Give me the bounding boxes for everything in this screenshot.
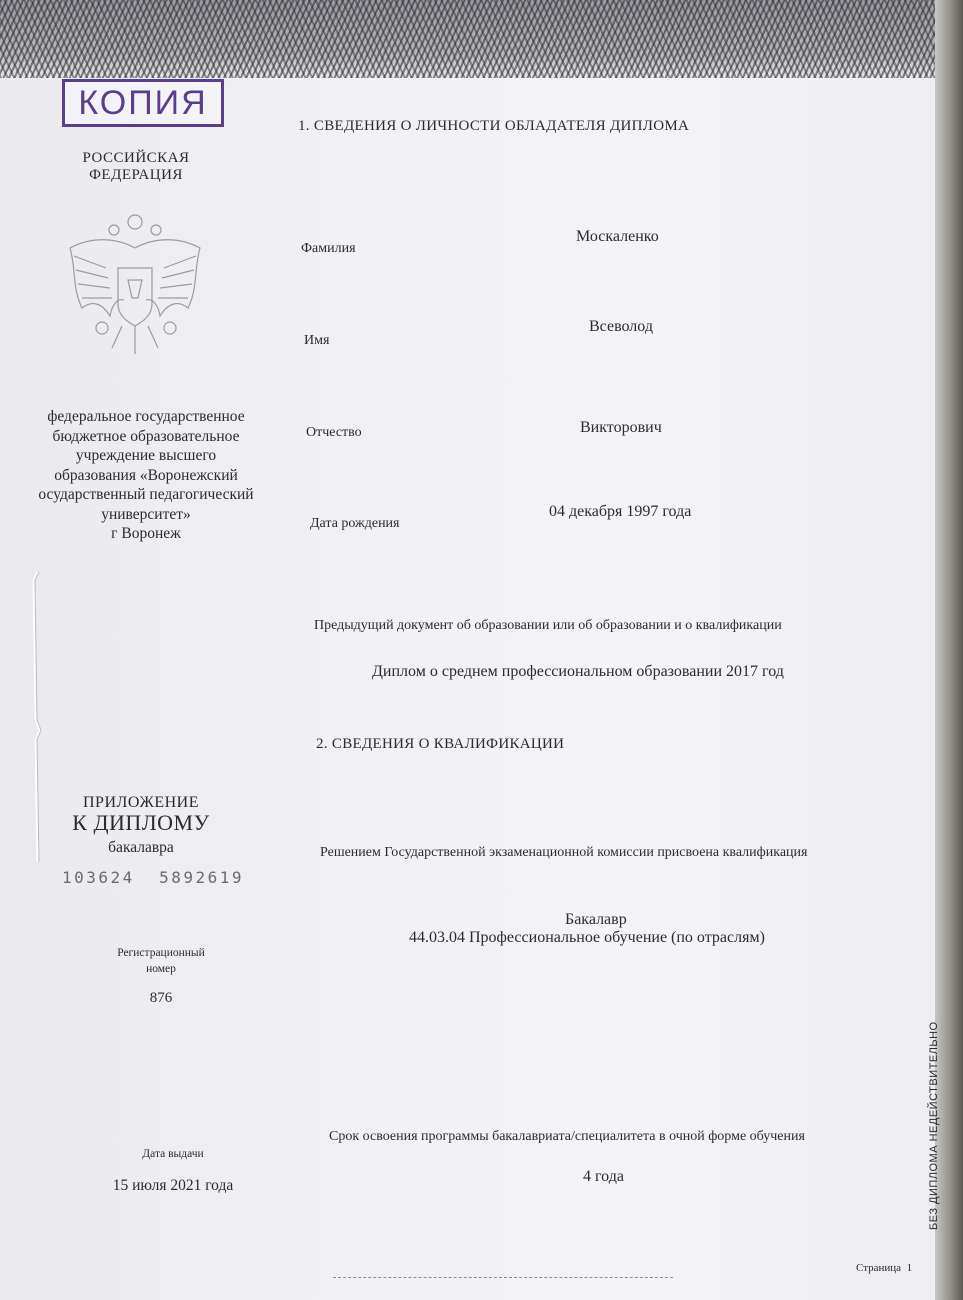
registration-number: 876	[149, 990, 173, 1006]
surname-label: Фамилия	[301, 241, 356, 256]
qualification-value: Бакалавр	[565, 911, 627, 928]
degree-level: бакалавра	[108, 839, 174, 856]
previous-document-label: Предыдущий документ об образовании или об образовании и о квалификации	[314, 618, 782, 633]
reg-label-line-1: Регистрационный	[117, 947, 205, 959]
patronymic-label: Отчество	[306, 425, 362, 440]
study-term-label: Срок освоения программы бакалавриата/специалитета в очной форме обучения	[329, 1129, 805, 1144]
coat-of-arms-emblem	[62, 208, 208, 358]
birth-date-label: Дата рождения	[310, 516, 400, 531]
org-line: университет»	[101, 505, 191, 523]
page-number: 1	[906, 1262, 913, 1274]
name-label: Имя	[304, 333, 330, 348]
qualification-decision-label: Решением Государственной экзаменационной комиссии присвоена квалификация	[320, 845, 808, 860]
issuer-organization	[10, 407, 282, 544]
section-1-heading: 1. СВЕДЕНИЯ О ЛИЧНОСТИ ОБЛАДАТЕЛЯ ДИПЛОМА	[298, 118, 690, 134]
org-line: г Воронеж	[111, 525, 181, 542]
appendix-title-2	[10, 810, 272, 836]
footer-divider	[333, 1277, 673, 1278]
guilloche-security-border	[0, 0, 935, 78]
page-label: Страница	[856, 1262, 902, 1274]
org-line: бюджетное образовательное	[52, 427, 240, 445]
section-2-heading: 2. СВЕДЕНИЯ О КВАЛИФИКАЦИИ	[316, 736, 565, 752]
org-line: федеральное государственное	[47, 408, 245, 425]
birth-date-value: 04 декабря 1997 года	[549, 503, 692, 520]
country-line-1: РОССИЙСКАЯ	[82, 150, 190, 166]
country-line-2: ФЕДЕРАЦИЯ	[89, 167, 183, 183]
study-term-value: 4 года	[583, 1168, 624, 1185]
issue-date: 15 июля 2021 года	[112, 1177, 234, 1194]
org-line: учреждение высшего	[75, 447, 217, 464]
org-line: осударственный педагогический	[38, 486, 254, 503]
patronymic-value: Викторович	[580, 419, 662, 436]
serial-number: 103624 5892619	[62, 868, 244, 887]
org-line: образования «Воронежский	[54, 466, 238, 484]
page-indicator	[856, 1262, 912, 1274]
name-value: Всеволод	[589, 318, 653, 335]
registration-label	[30, 945, 292, 977]
copy-stamp: КОПИЯ	[62, 79, 224, 127]
surname-value: Москаленко	[576, 228, 659, 245]
validity-side-note: БЕЗ ДИПЛОМА НЕДЕЙСТВИТЕЛЬНО	[928, 1021, 940, 1230]
reg-label-line-2: номер	[146, 963, 176, 975]
previous-document-value: Диплом о среднем профессиональном образовании 2017 год	[372, 663, 784, 680]
issue-date-label: Дата выдачи	[142, 1148, 204, 1160]
appendix-line-1: ПРИЛОЖЕНИЕ	[82, 794, 199, 811]
appendix-line-2: К ДИПЛОМУ	[72, 810, 210, 835]
country-name	[0, 150, 272, 184]
program-value: 44.03.04 Профессиональное обучение (по отраслям)	[409, 929, 765, 946]
